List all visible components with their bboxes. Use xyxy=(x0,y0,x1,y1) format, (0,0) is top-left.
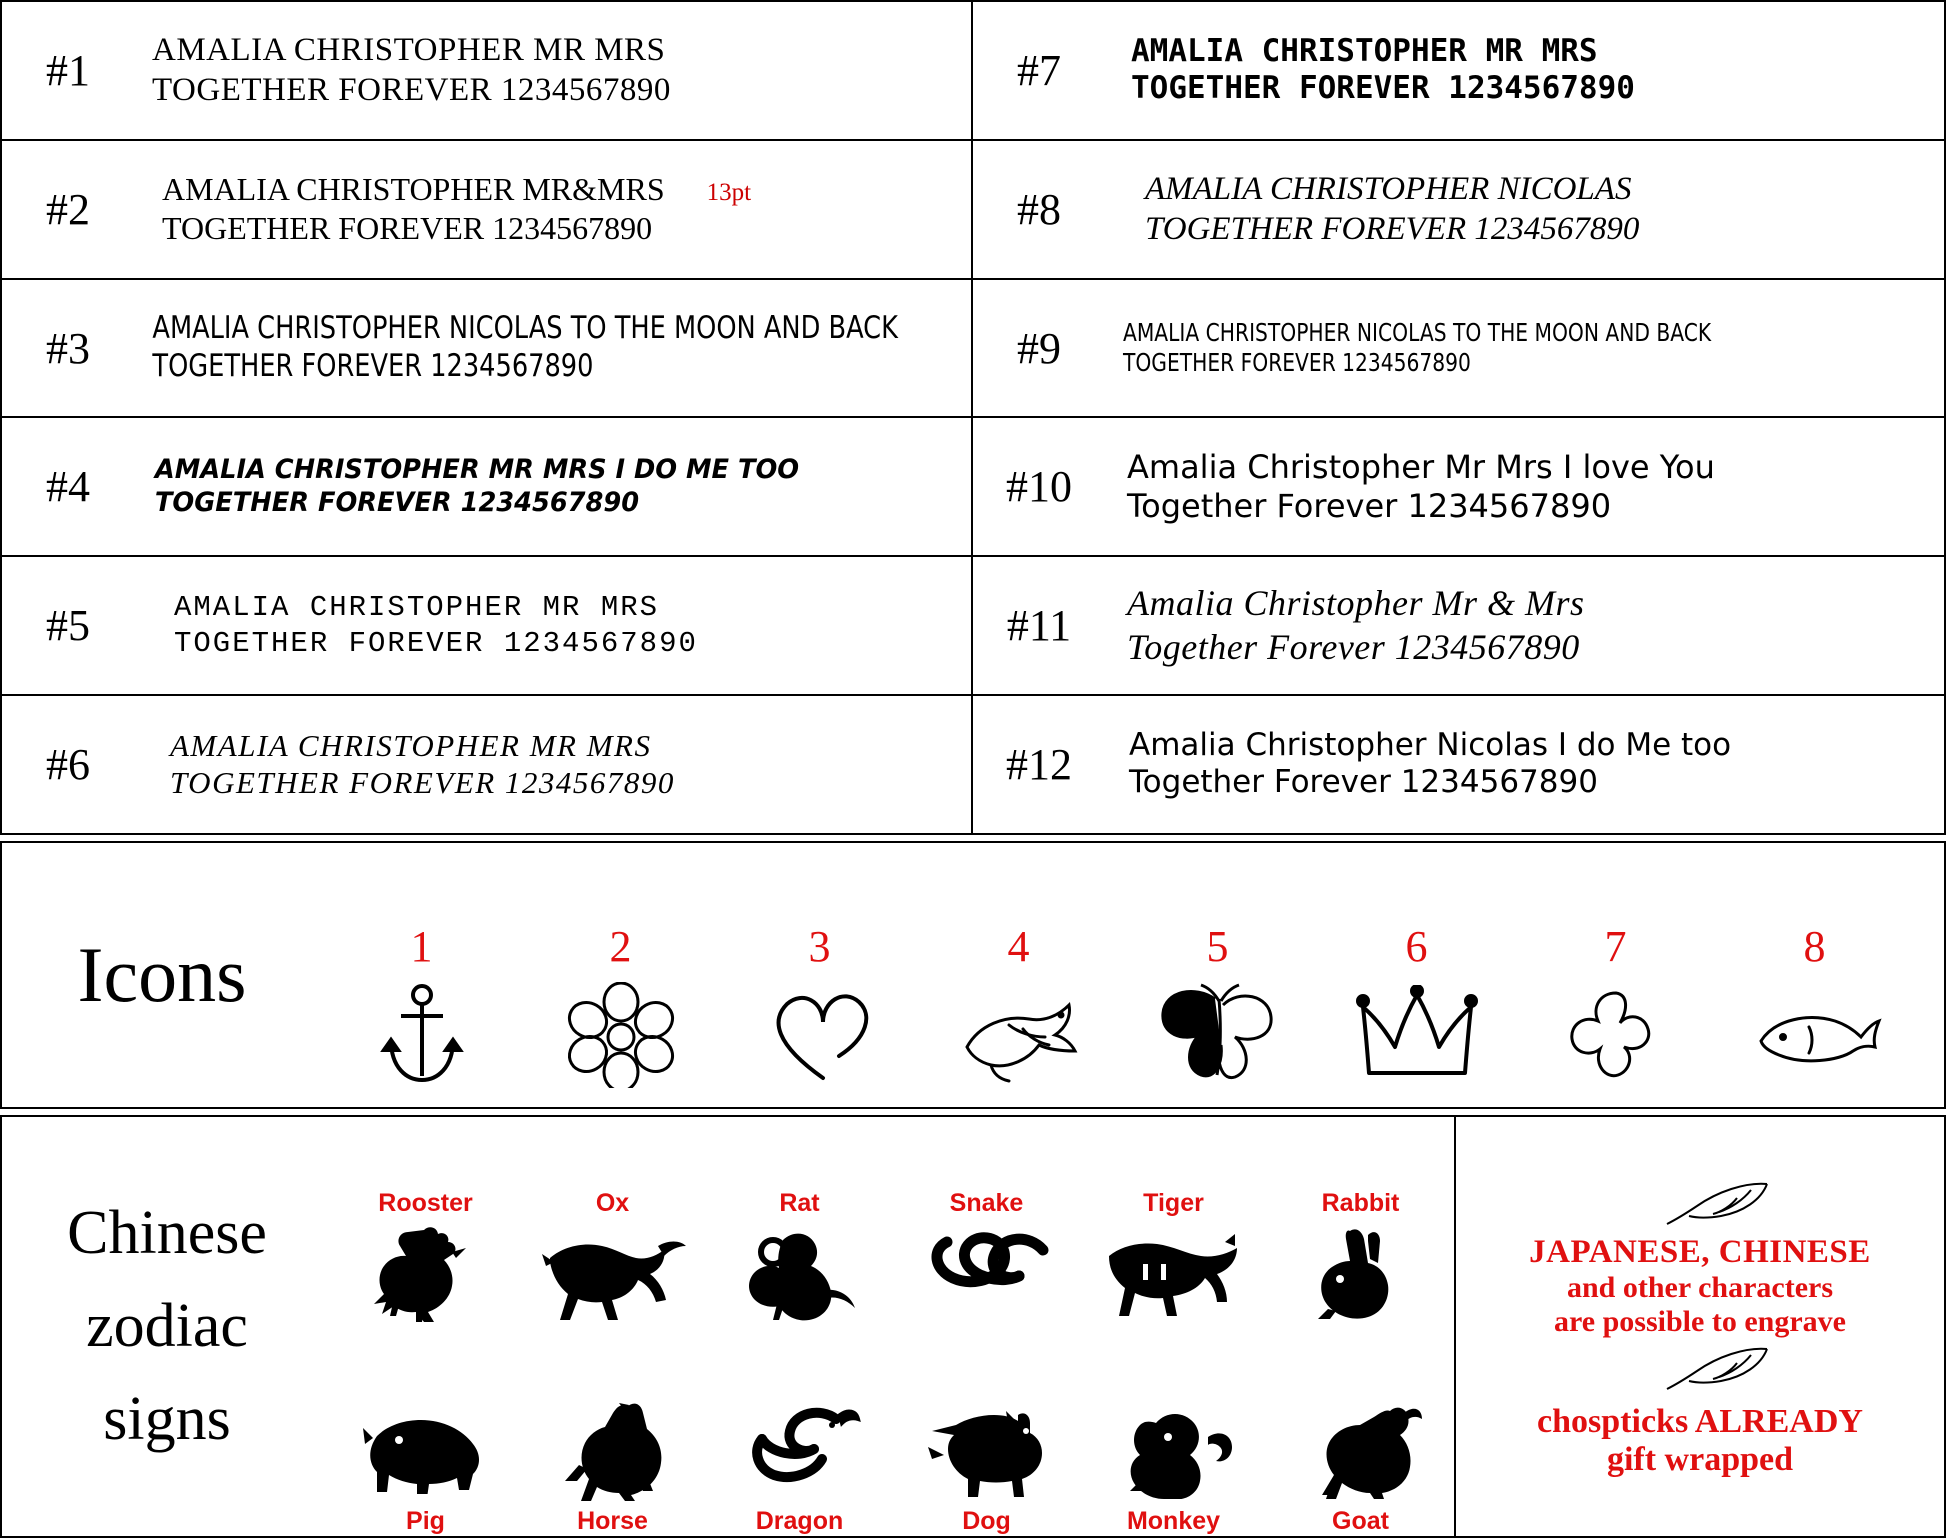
font-sample-number: #1 xyxy=(46,45,90,95)
font-sample-12[interactable] xyxy=(973,696,1944,833)
zodiac-label: Goat xyxy=(1332,1507,1389,1535)
icon-number: 1 xyxy=(410,921,433,971)
icon-number: 6 xyxy=(1405,921,1428,971)
monkey-icon xyxy=(1112,1399,1236,1503)
font-sample-text xyxy=(134,454,929,520)
dove-icon xyxy=(944,981,1094,1089)
heart-icon xyxy=(745,981,895,1089)
icon-option-2[interactable] xyxy=(546,825,696,1107)
sample-line-1: Amalia Christopher Nicolas I do Me too xyxy=(1129,726,1732,763)
sample-line-1: AMALIA CHRISTOPHER MR MRS xyxy=(152,32,666,69)
icon-number: 3 xyxy=(808,921,831,971)
font-sample-text xyxy=(1105,318,1860,379)
icons-section xyxy=(0,841,1946,1109)
sample-line-1-text: AMALIA CHRISTOPHER MR&MRS xyxy=(162,171,665,208)
zodiac-label: Rat xyxy=(779,1189,820,1218)
zodiac-option-tiger[interactable] xyxy=(1090,1189,1258,1326)
sample-line-1: AMALIA CHRISTOPHER MR MRS xyxy=(170,727,652,763)
engraving-notes-panel xyxy=(1456,1115,1946,1538)
zodiac-label: Pig xyxy=(406,1507,445,1535)
sample-line-2: TOGETHER FOREVER 1234567890 xyxy=(152,72,671,109)
zodiac-label: Dragon xyxy=(755,1507,844,1535)
table-row xyxy=(2,2,1944,141)
font-sample-11[interactable] xyxy=(973,557,1944,694)
font-sample-text xyxy=(134,727,971,803)
zodiac-option-rooster[interactable] xyxy=(342,1189,510,1326)
icon-option-4[interactable] xyxy=(944,825,1094,1107)
font-sample-text xyxy=(1105,448,1944,526)
icon-number: 8 xyxy=(1803,921,1826,971)
icon-option-7[interactable] xyxy=(1541,825,1691,1107)
zodiac-label: Dog xyxy=(962,1507,1011,1535)
font-sample-text xyxy=(134,170,971,248)
feather-quill-icon xyxy=(1625,1178,1775,1230)
icon-number: 2 xyxy=(609,921,632,971)
sample-line-1: Amalia Christopher Mr Mrs I love You xyxy=(1127,447,1715,486)
tiger-icon xyxy=(1099,1222,1249,1326)
flower-icon xyxy=(546,981,696,1089)
zodiac-label: Rooster xyxy=(378,1189,473,1218)
zodiac-label: Monkey xyxy=(1126,1507,1221,1535)
font-sample-8[interactable] xyxy=(973,141,1944,278)
icon-option-5[interactable] xyxy=(1143,825,1293,1107)
horse-icon xyxy=(553,1399,673,1503)
zodiac-label: Horse xyxy=(577,1507,648,1535)
table-row xyxy=(2,280,1944,419)
sample-line-1: AMALIA CHRISTOPHER NICOLAS TO THE MOON AND BACK xyxy=(1123,317,1712,347)
sample-line-1 xyxy=(162,170,971,209)
font-sample-number: #6 xyxy=(46,739,90,789)
font-sample-2[interactable] xyxy=(2,141,973,278)
zodiac-title-line-3: signs xyxy=(103,1384,231,1453)
font-sample-6[interactable] xyxy=(2,696,973,833)
zodiac-option-dragon[interactable] xyxy=(716,1399,884,1536)
zodiac-label: Tiger xyxy=(1143,1189,1204,1218)
zodiac-label: Snake xyxy=(949,1189,1024,1218)
icon-number: 5 xyxy=(1206,921,1229,971)
butterfly-icon xyxy=(1143,981,1293,1089)
sample-line-2: TOGETHER FOREVER 1234567890 xyxy=(152,348,594,385)
font-sample-10[interactable] xyxy=(973,418,1944,555)
table-row xyxy=(2,696,1944,835)
icon-option-3[interactable] xyxy=(745,825,895,1107)
zodiac-option-monkey[interactable] xyxy=(1090,1399,1258,1536)
sample-line-2: Together Forever 1234567890 xyxy=(1129,764,1598,801)
zodiac-row-top xyxy=(332,1117,1454,1327)
chinese-zodiac-section xyxy=(0,1115,1456,1538)
sample-line-2: TOGETHER FOREVER 1234567890 xyxy=(1123,348,1471,378)
font-sample-number: #4 xyxy=(46,462,90,512)
zodiac-option-rat[interactable] xyxy=(716,1189,884,1326)
icon-option-1[interactable] xyxy=(347,825,497,1107)
sample-line-1: AMALIA CHRISTOPHER MR MRS I DO ME TOO xyxy=(154,453,800,485)
sample-line-2: TOGETHER FOREVER 1234567890 xyxy=(162,210,653,247)
icon-number: 4 xyxy=(1007,921,1030,971)
icon-number: 7 xyxy=(1604,921,1627,971)
zodiac-option-ox[interactable] xyxy=(529,1189,697,1326)
sample-line-2: Together Forever 1234567890 xyxy=(1127,626,1580,667)
feather-quill-icon-2 xyxy=(1625,1343,1775,1395)
zodiac-option-snake[interactable] xyxy=(903,1189,1071,1326)
pig-icon xyxy=(359,1399,493,1503)
font-sample-9[interactable] xyxy=(973,280,1944,417)
zodiac-label: Rabbit xyxy=(1321,1189,1400,1218)
font-sample-number: #2 xyxy=(46,184,90,234)
notes-line-1: JAPANESE, CHINESE xyxy=(1529,1233,1871,1270)
font-sample-1[interactable] xyxy=(2,2,973,139)
font-sample-number: #10 xyxy=(1006,462,1072,512)
icon-option-8[interactable] xyxy=(1740,825,1890,1107)
notes-line-5: gift wrapped xyxy=(1606,1440,1794,1478)
notes-line-3: are possible to engrave xyxy=(1554,1304,1846,1338)
crown-icon xyxy=(1342,981,1492,1089)
blossom-icon xyxy=(1541,981,1691,1089)
font-sample-text xyxy=(1105,727,1944,803)
zodiac-title-line-1: Chinese xyxy=(67,1198,267,1267)
icons-title: Icons xyxy=(77,930,247,1018)
font-sample-number: #9 xyxy=(1017,323,1061,373)
icon-option-6[interactable] xyxy=(1342,825,1492,1107)
zodiac-option-dog[interactable] xyxy=(903,1399,1071,1536)
font-sample-number: #8 xyxy=(1017,184,1061,234)
dragon-icon xyxy=(736,1399,864,1503)
sample-line-2: TOGETHER FOREVER 1234567890 xyxy=(1131,70,1635,107)
fish-icon xyxy=(1740,981,1890,1089)
anchor-icon xyxy=(347,981,497,1089)
rabbit-icon xyxy=(1306,1222,1416,1326)
sample-line-2: TOGETHER FOREVER 1234567890 xyxy=(174,626,698,660)
sample-line-1: Amalia Christopher Mr & Mrs xyxy=(1127,582,1585,623)
bottom-section xyxy=(0,1115,1946,1538)
zodiac-option-goat[interactable] xyxy=(1277,1399,1445,1536)
rooster-icon xyxy=(368,1222,484,1326)
sample-line-1: AMALIA CHRISTOPHER MR MRS xyxy=(1131,32,1598,69)
notes-line-4: chospticks ALREADY xyxy=(1537,1402,1863,1440)
goat-icon xyxy=(1298,1399,1424,1503)
sample-line-2: TOGETHER FOREVER 1234567890 xyxy=(1145,211,1640,248)
font-sample-text xyxy=(134,590,971,661)
font-sample-text xyxy=(134,310,904,386)
zodiac-grid xyxy=(332,1117,1454,1536)
rat-icon xyxy=(737,1222,863,1326)
font-sample-4[interactable] xyxy=(2,418,973,555)
table-row xyxy=(2,141,1944,280)
sample-line-1: AMALIA CHRISTOPHER NICOLAS xyxy=(1145,170,1632,207)
font-sample-number: #5 xyxy=(46,601,90,651)
table-row xyxy=(2,418,1944,557)
sample-line-2: TOGETHER FOREVER 1234567890 xyxy=(170,765,675,801)
notes-line-2: and other characters xyxy=(1566,1270,1834,1304)
font-sample-text xyxy=(1105,169,1944,250)
table-row xyxy=(2,557,1944,696)
icons-strip xyxy=(322,843,1944,1107)
font-sample-number: #7 xyxy=(1017,45,1061,95)
dog-icon xyxy=(922,1399,1052,1503)
sample-line-1: AMALIA CHRISTOPHER MR MRS xyxy=(174,591,660,625)
sample-line-1: AMALIA CHRISTOPHER NICOLAS TO THE MOON AND BACK xyxy=(152,310,898,347)
sample-line-2: TOGETHER FOREVER 1234567890 xyxy=(154,486,640,518)
font-sample-number: #12 xyxy=(1006,739,1072,789)
font-sample-number: #11 xyxy=(1006,601,1072,651)
font-sample-text xyxy=(134,30,971,111)
ox-icon xyxy=(538,1222,688,1326)
font-sample-text xyxy=(1105,582,1944,670)
zodiac-title xyxy=(2,1187,332,1466)
zodiac-title-line-2: zodiac xyxy=(86,1291,248,1360)
font-sample-3[interactable] xyxy=(2,280,973,417)
font-sample-number: #3 xyxy=(46,323,90,373)
point-size-note: 13pt xyxy=(706,179,752,207)
snake-icon xyxy=(917,1222,1057,1326)
zodiac-option-pig[interactable] xyxy=(342,1399,510,1536)
zodiac-option-horse[interactable] xyxy=(529,1399,697,1536)
font-sample-text xyxy=(1105,33,1944,109)
zodiac-option-rabbit[interactable] xyxy=(1277,1189,1445,1326)
sample-line-2: Together Forever 1234567890 xyxy=(1127,486,1612,525)
zodiac-label: Ox xyxy=(595,1189,630,1218)
zodiac-row-bottom xyxy=(332,1326,1454,1536)
font-sample-5[interactable] xyxy=(2,557,973,694)
font-sample-7[interactable] xyxy=(973,2,1944,139)
